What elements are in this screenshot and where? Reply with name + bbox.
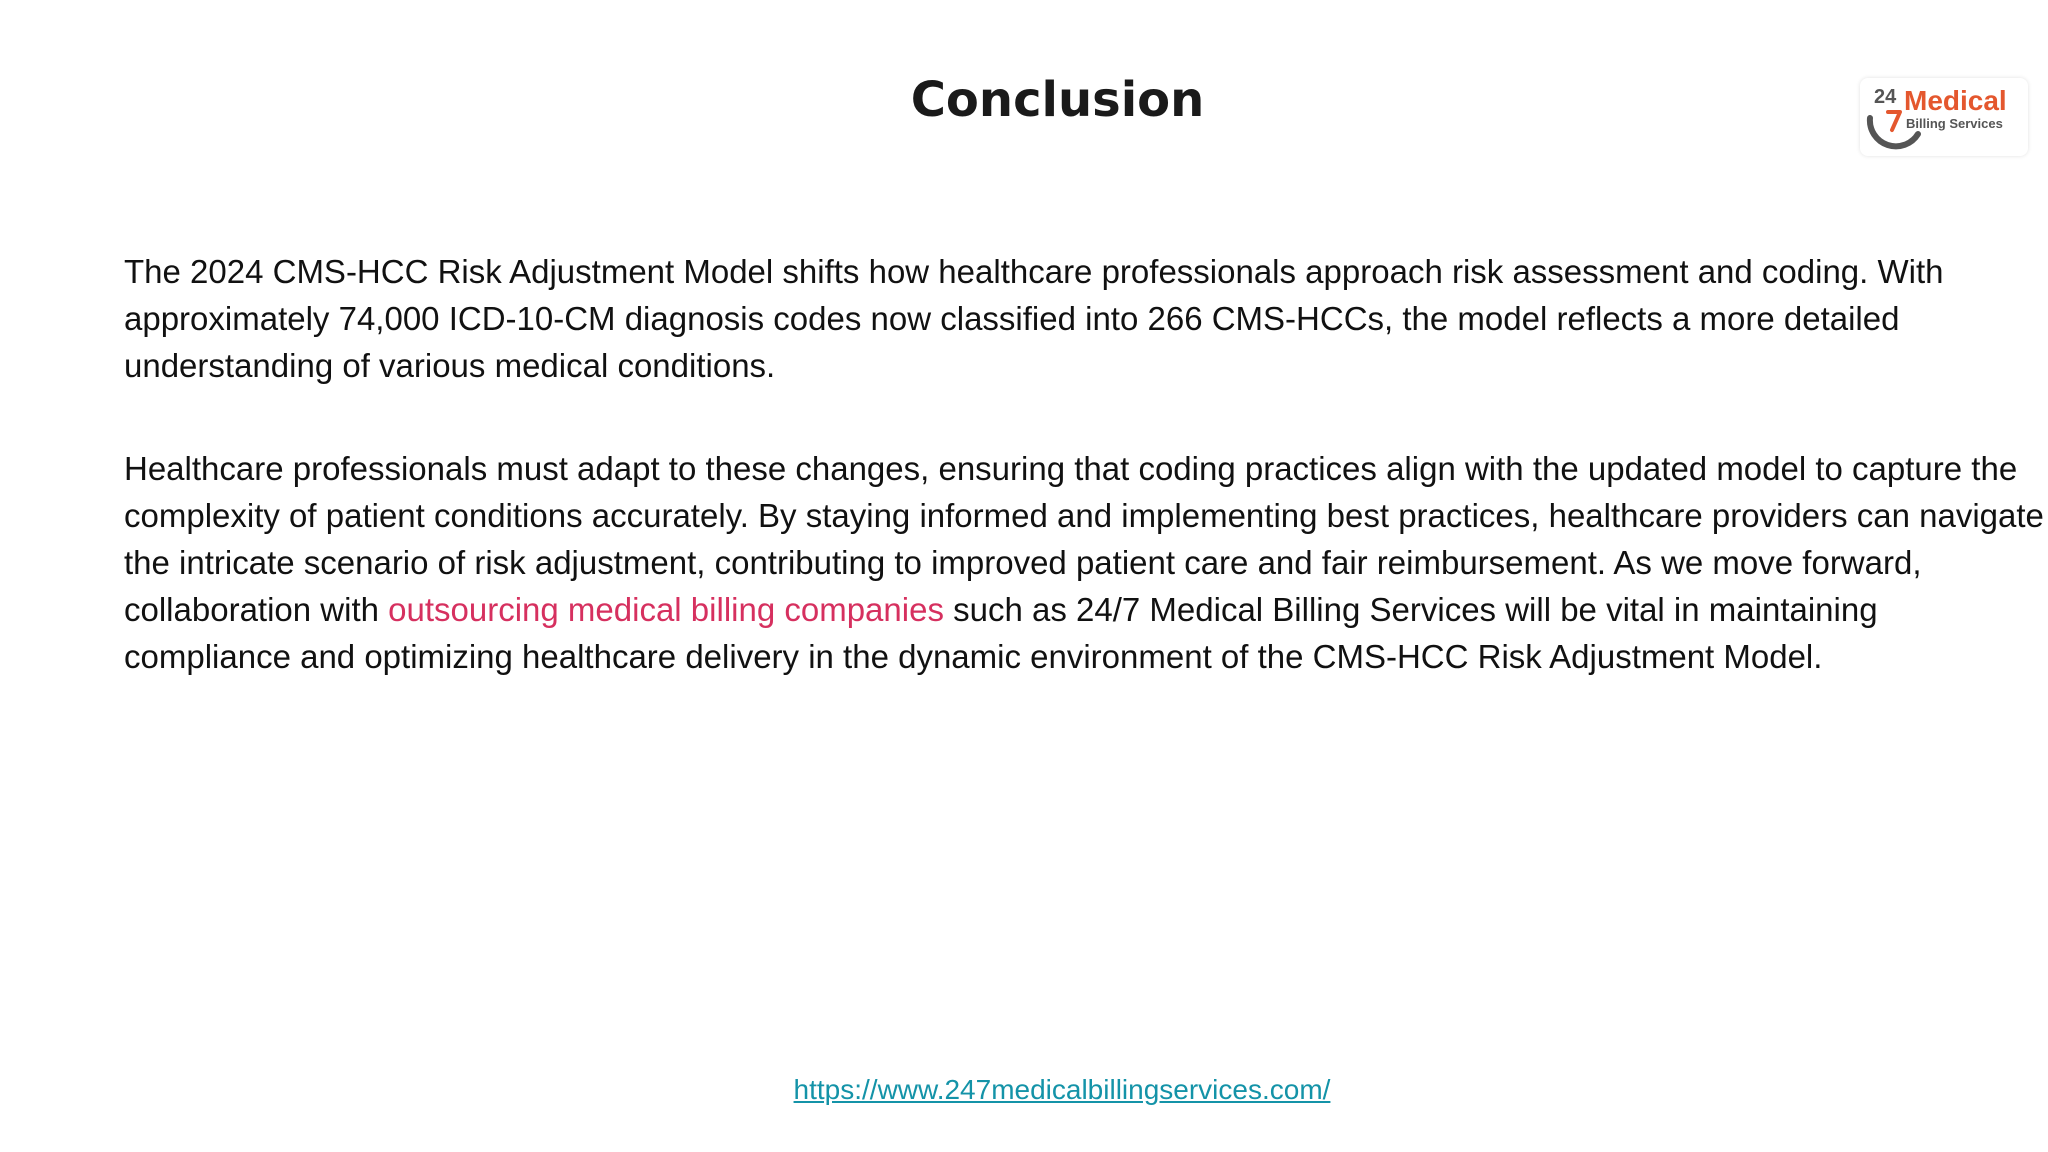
logo-number: 24 xyxy=(1874,86,1897,108)
paragraph-conclusion xyxy=(124,445,2044,680)
outsourcing-link[interactable]: outsourcing medical billing companies xyxy=(388,591,944,628)
paragraph-intro: The 2024 CMS-HCC Risk Adjustment Model shifts how healthcare professionals approach risk assessment and coding. With approximately 74,000 ICD-10-CM diagnosis codes now classified into 266 CMS-HCCs, the model reflects a more detailed understanding of various medical conditions. xyxy=(124,253,1944,384)
slide-title: Conclusion xyxy=(910,72,1205,128)
company-logo xyxy=(1860,78,2028,156)
logo-word: Medical xyxy=(1904,85,2007,116)
logo-subtitle: Billing Services xyxy=(1906,116,2003,131)
paragraph-text-before-link: Healthcare professionals must adapt to these changes, ensuring that coding practices align with the updated model to capture the complexity of patient conditions accurately. By staying informed and implementing best practices, healthcare providers can navigate the intricate scenario of risk adjustment, contributing to improved patient care and fair reimbursement. As we move forward, collaboration with xyxy=(124,450,2044,628)
slide-body xyxy=(124,248,2044,736)
paragraph-text-after-link: such as 24/7 Medical Billing Services will be vital in maintaining compliance and optimizing healthcare delivery in the dynamic environment of the CMS-HCC Risk Adjustment Model. xyxy=(124,591,1878,675)
footer-website-link[interactable]: https://www.247medicalbillingservices.com/ xyxy=(793,1074,1331,1105)
